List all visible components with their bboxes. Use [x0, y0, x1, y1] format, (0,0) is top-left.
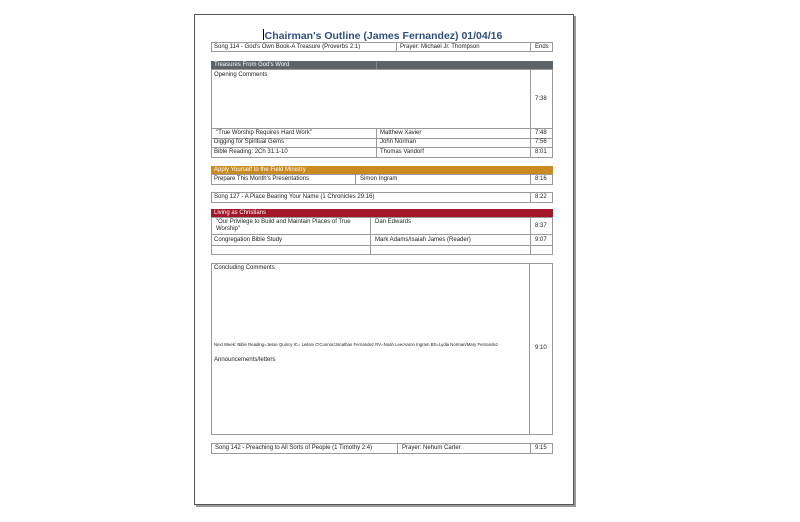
announcements: Announcements/letters [214, 357, 276, 363]
concluding-comments: Concluding Comments [214, 265, 275, 271]
opening-song: Song 114 - God's Own Book-A Treasure (Proverbs 2:1) [214, 44, 361, 50]
middle-song: Song 127 - A Place Bearing Your Name (1 Chronicles 29:16) [214, 194, 375, 200]
closing-song: Song 142 - Preaching to All Sorts of People (1 Timothy 2:4) [215, 445, 373, 451]
next-week-assignments: Next Week: Bible Reading=Jesse Quincy IC= Leilani O'Connor/Jonathan Fernandez RV=Noah Lee/Aaron Ingram BS=Lydia Norman/Mary Fernandez [214, 342, 499, 347]
concluding-time: 9:10 [535, 345, 547, 351]
opening-prayer: Prayer: Michael Jr. Thompson [400, 44, 480, 50]
title-text: Chairman's Outline (James Fernandez) 01/04/16 [264, 30, 503, 42]
living-header: Living as Christians [211, 209, 553, 217]
closing-prayer: Prayer: Nehum Carter [402, 445, 461, 451]
opening-ends: Ends [535, 44, 549, 50]
table-row: Congregation Bible Study [214, 237, 283, 243]
text-cursor [263, 29, 264, 40]
concluding-table [211, 263, 553, 435]
apply-header: Apply Yourself to the Field Ministry [211, 166, 553, 174]
table-row: "True Worship Requires Hard Work" [216, 130, 312, 136]
table-row: Prepare This Month's Presentations [214, 176, 310, 182]
table-row: "Our Privilege to Build and Maintain Places of True Worship" [216, 219, 351, 232]
table-row: Digging for Spiritual Gems [214, 139, 285, 145]
table-row: Bible Reading: 2Ch 31:1-10 [214, 149, 288, 155]
page-title [210, 29, 555, 42]
opening-time: 7:38 [535, 96, 547, 102]
treasures-header: Treasures From God's Word [211, 61, 553, 69]
opening-comments: Opening Comments [214, 72, 268, 78]
